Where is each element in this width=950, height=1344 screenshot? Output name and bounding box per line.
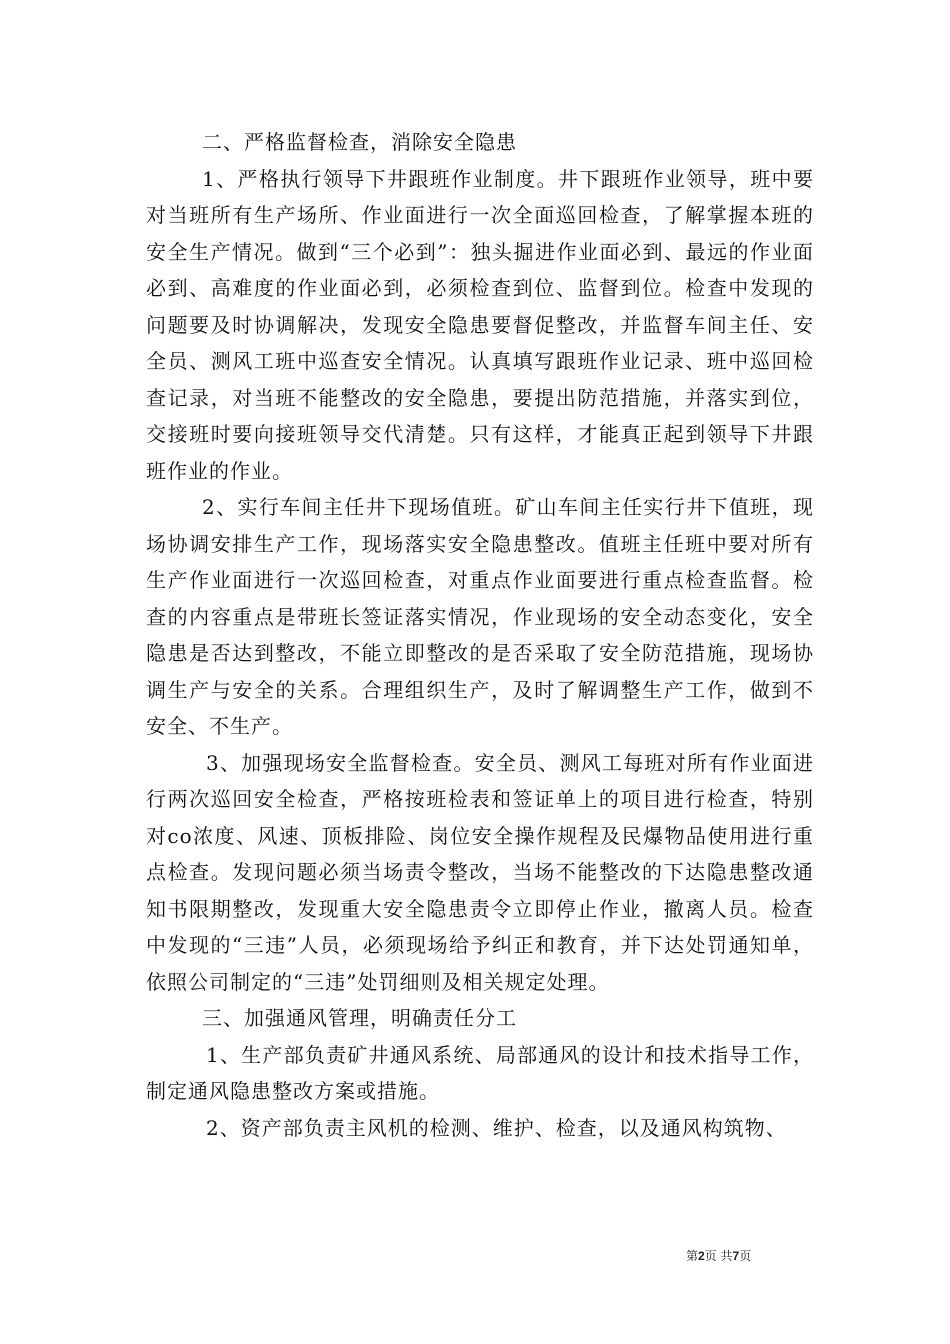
footer-middle: 页 共 (704, 1249, 733, 1263)
paragraph-2-3: 3、加强现场安全监督检查。安全员、测风工每班对所有作业面进行两次巡回安全检查，严格按班检表和签证单上的项目进行检查，特别对co浓度、风速、顶板排险、岗位安全操作规程及民爆物品使用进行重点检查。发现问题必须当场责令整改，当场不能整改的下达隐患整改通知书限期整改，发现重大安全隐患责令立即停止作业，撤离人员。检查中发现的“三违”人员，必须现场给予纠正和教育，并下达处罚通知单，依照公司制定的“三违”处罚细则及相关规定处理。 (146, 750, 814, 994)
current-page-number: 2 (698, 1249, 705, 1263)
section-heading-2: 二、严格监督检查，消除安全隐患 (202, 130, 517, 154)
total-page-number: 7 (732, 1249, 740, 1263)
footer-prefix: 第 (686, 1249, 699, 1263)
page-footer (686, 1248, 751, 1264)
section-heading-3: 三、加强通风管理，明确责任分工 (202, 1006, 517, 1030)
document-body (146, 124, 814, 1146)
paragraph-3-1: 1、生产部负责矿井通风系统、局部通风的设计和技术指导工作，制定通风隐患整改方案或措施。 (146, 1042, 814, 1103)
footer-suffix: 页 (739, 1249, 752, 1263)
paragraph-2-2: 2、实行车间主任井下现场值班。矿山车间主任实行井下值班，现场协调安排生产工作，现场落实安全隐患整改。值班主任班中要对所有生产作业面进行一次巡回检查，对重点作业面要进行重点检查监督。检查的内容重点是带班长签证落实情况，作业现场的安全动态变化，安全隐患是否达到整改，不能立即整改的是否采取了安全防范措施，现场协调生产与安全的关系。合理组织生产，及时了解调整生产工作，做到不安全、不生产。 (146, 495, 814, 738)
paragraph-3-2: 2、资产部负责主风机的检测、维护、检查，以及通风构筑物、 (206, 1115, 787, 1140)
paragraph-2-1: 1、严格执行领导下井跟班作业制度。井下跟班作业领导，班中要对当班所有生产场所、作业面进行一次全面巡回检查，了解掌握本班的安全生产情况。做到“三个必到”：独头掘进作业面必到、最远的作业面必到、高难度的作业面必到，必须检查到位、监督到位。检查中发现的问题要及时协调解决，发现安全隐患要督促整改，并监督车间主任、安全员、测风工班中巡查安全情况。认真填写跟班作业记录、班中巡回检查记录，对当班不能整改的安全隐患，要提出防范措施，并落实到位，交接班时要向接班领导交代清楚。只有这样，才能真正起到领导下井跟班作业的作业。 (146, 166, 814, 483)
